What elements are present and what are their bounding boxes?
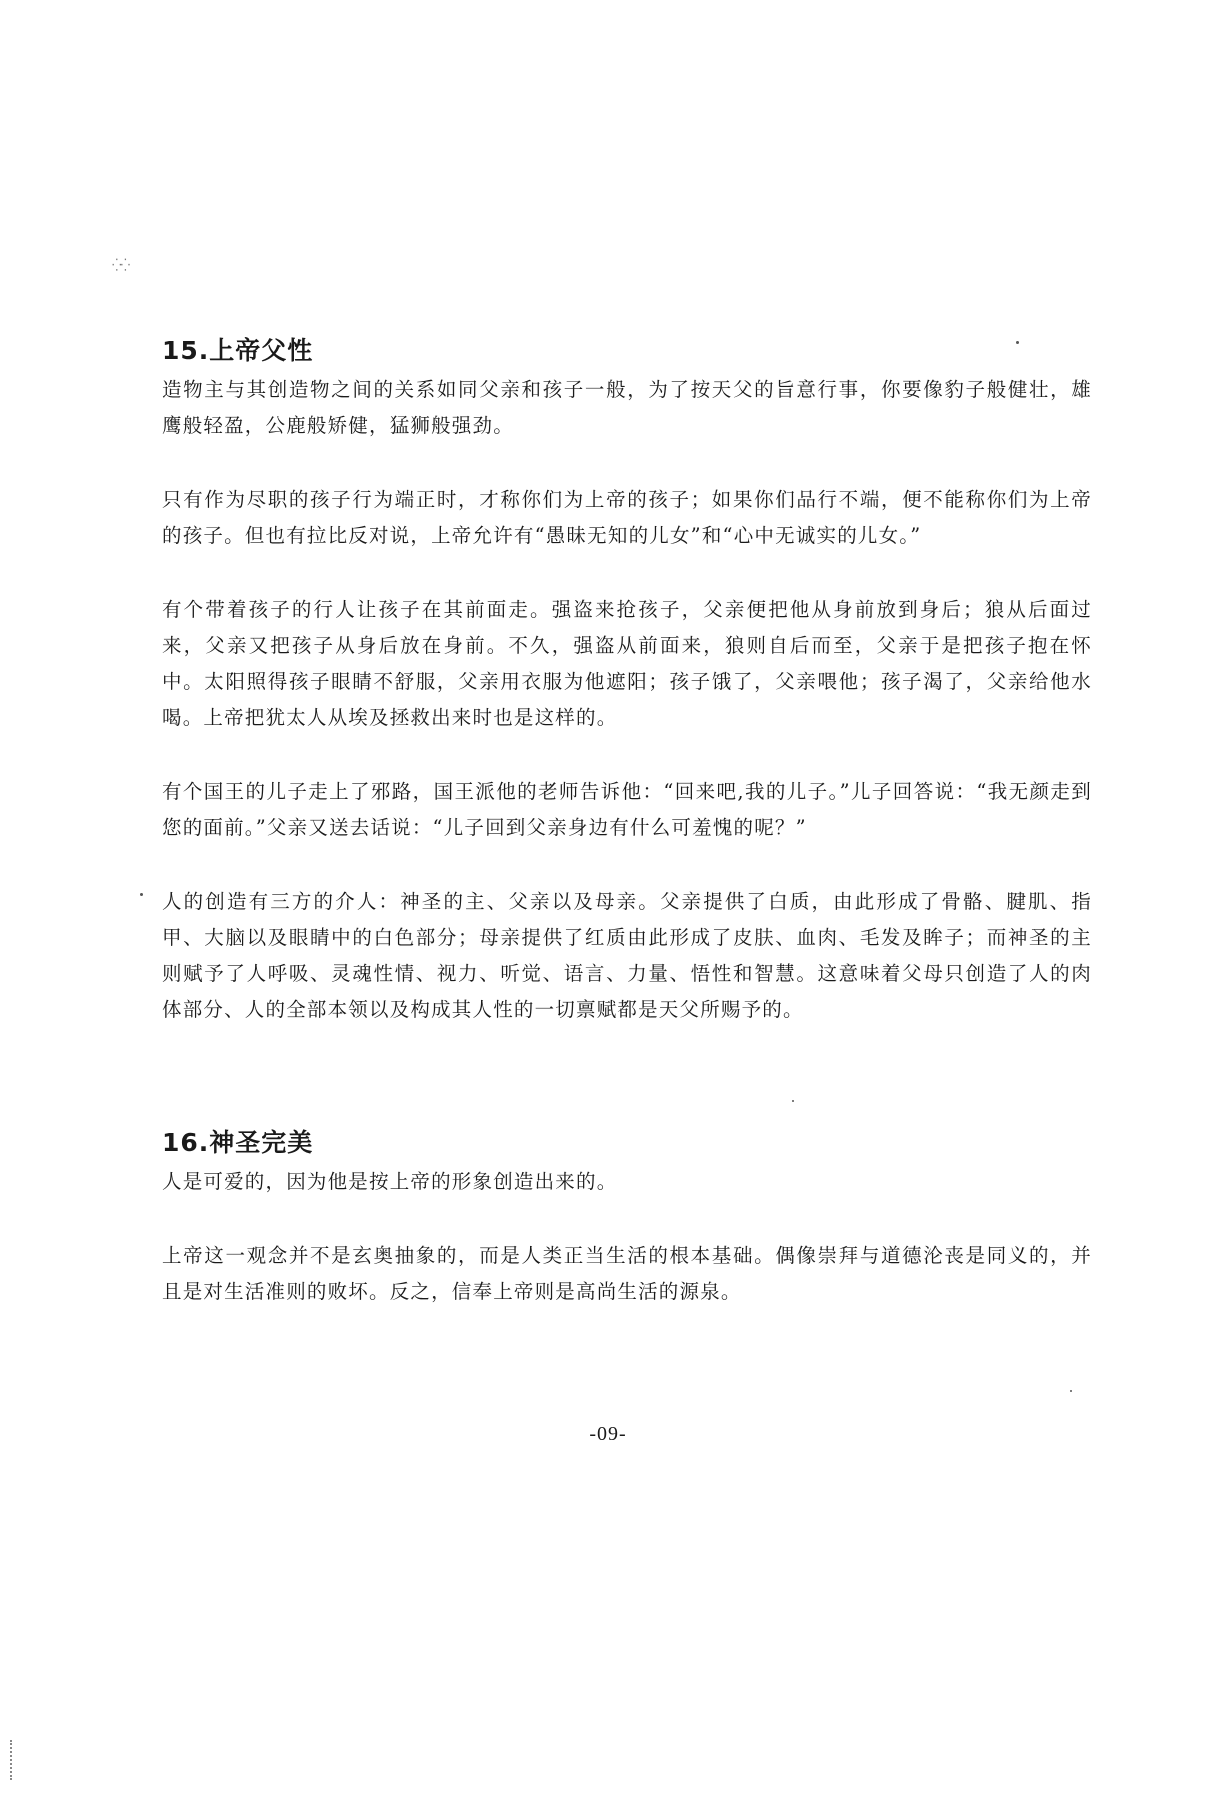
page-content xyxy=(162,334,1092,1348)
section-title: 15.上帝父性 xyxy=(162,336,314,365)
paragraph: 有个带着孩子的行人让孩子在其前面走。强盗来抢孩子，父亲便把他从身前放到身后；狼从后面过来，父亲又把孩子从身后放在身前。不久，强盗从前面来，狼则自后而至，父亲于是把孩子抱在怀中。太阳照得孩子眼睛不舒服，父亲用衣服为他遮阳；孩子饿了，父亲喂他；孩子渴了，父亲给他水喝。上帝把犹太人从埃及拯救出来时也是这样的。 xyxy=(162,598,1092,729)
paragraph: 人的创造有三方的介人：神圣的主、父亲以及母亲。父亲提供了白质，由此形成了骨骼、腱肌、指甲、大脑以及眼睛中的白色部分；母亲提供了红质由此形成了皮肤、血肉、毛发及眸子；而神圣的主则赋予了人呼吸、灵魂性情、视力、听觉、语言、力量、悟性和智慧。这意味着父母只创造了人的肉体部分、人的全部本领以及构成其人性的一切禀赋都是天父所赐予的。 xyxy=(162,890,1092,1021)
page-number: -09- xyxy=(589,1423,627,1445)
paragraph: 只有作为尽职的孩子行为端正时，才称你们为上帝的孩子；如果你们品行不端，便不能称你们为上帝的孩子。但也有拉比反对说，上帝允许有“愚昧无知的儿女”和“心中无诚实的儿女。” xyxy=(162,488,1092,547)
section-spacer xyxy=(162,1066,1092,1126)
paragraph: 造物主与其创造物之间的关系如同父亲和孩子一般，为了按天父的旨意行事，你要像豹子般健壮，雄鹰般轻盈，公鹿般矫健，猛狮般强劲。 xyxy=(162,378,1092,437)
paragraph: 人是可爱的，因为他是按上帝的形象创造出来的。 xyxy=(162,1170,618,1193)
paragraph: 有个国王的儿子走上了邪路，国王派他的老师告诉他：“回来吧,我的儿子。”儿子回答说：“我无颜走到您的面前。”父亲又送去话说：“儿子回到父亲身边有什么可羞愧的呢？” xyxy=(162,780,1092,839)
scan-edge-artifact xyxy=(10,1740,14,1780)
section-title: 16.神圣完美 xyxy=(162,1128,314,1157)
scan-artifact-mark: ⁛⁛ xyxy=(112,258,130,272)
scan-speck xyxy=(140,893,143,896)
scan-speck xyxy=(1070,1390,1072,1392)
paragraph: 上帝这一观念并不是玄奥抽象的，而是人类正当生活的根本基础。偶像崇拜与道德沦丧是同义的，并且是对生活准则的败坏。反之，信奉上帝则是高尚生活的源泉。 xyxy=(162,1244,1092,1303)
